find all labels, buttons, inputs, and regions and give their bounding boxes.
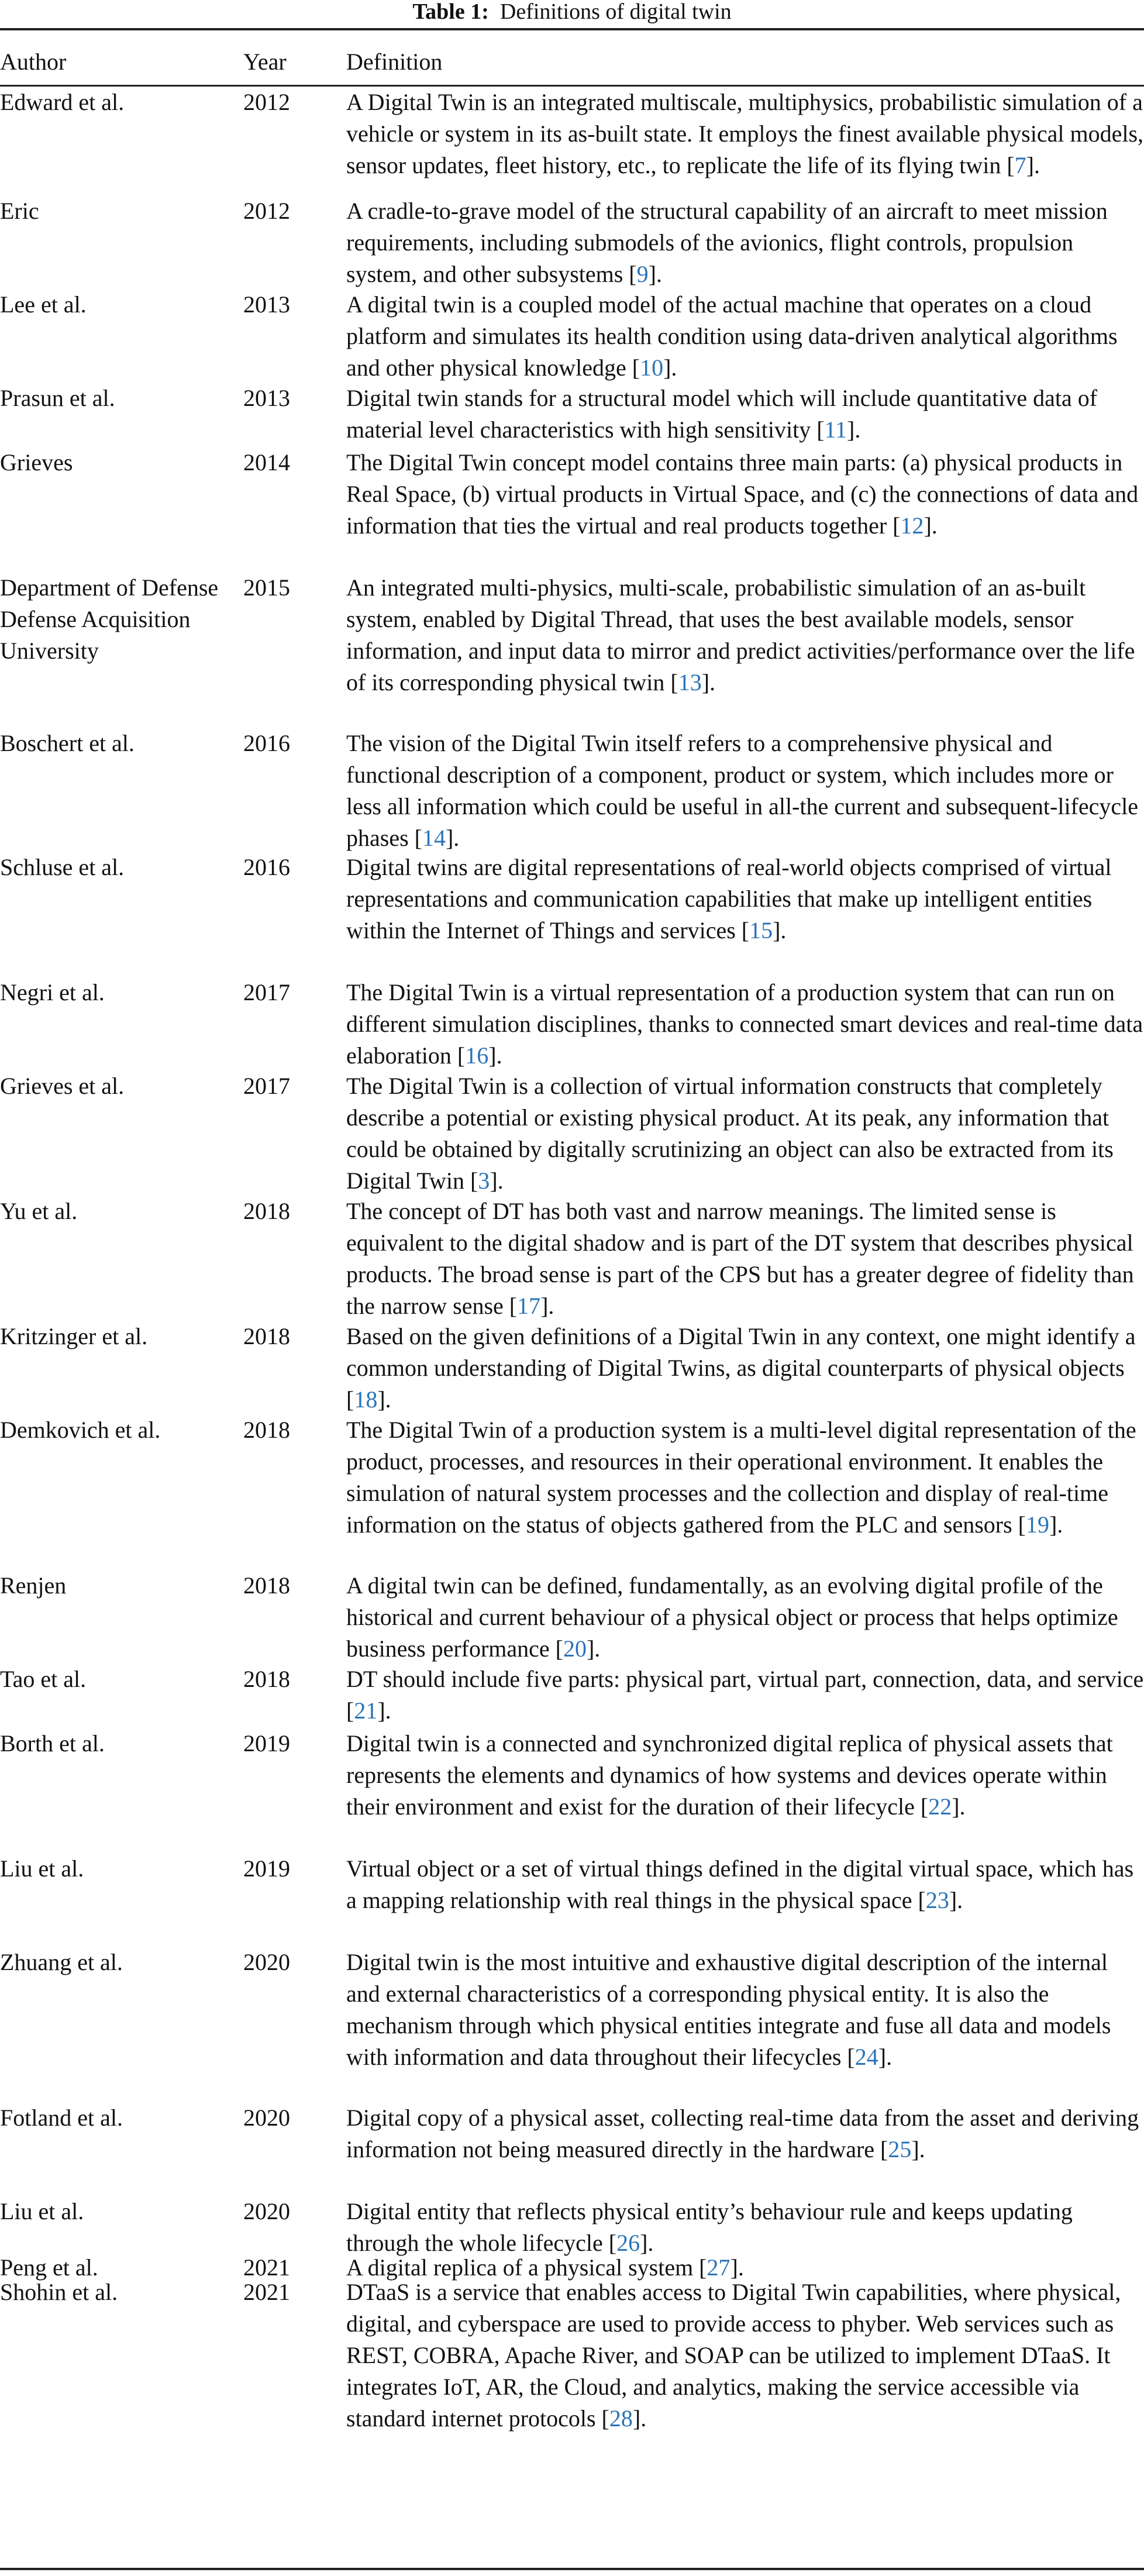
table-header-row bbox=[0, 30, 1144, 87]
citation-close: ]. bbox=[377, 1697, 391, 1724]
cell-author: Liu et al. bbox=[0, 1855, 84, 1882]
citation-link[interactable]: 14 bbox=[422, 825, 446, 851]
cell-author: Edward et al. bbox=[0, 89, 125, 115]
cell-year: 2018 bbox=[243, 1666, 290, 1692]
table-row bbox=[0, 1414, 1144, 1570]
cell-year: 2016 bbox=[243, 854, 290, 880]
citation-link[interactable]: 18 bbox=[354, 1386, 378, 1413]
definition-text: The Digital Twin of a production system is a multi-level digital representation of the product, processes, and resources in their operational environment. It enables the simulation of natural system processes and the collection and display of real-time information on the status of objects gathered from the PLC and sensors [ bbox=[346, 1417, 1136, 1538]
cell-definition bbox=[346, 447, 1144, 572]
citation-link[interactable]: 23 bbox=[925, 1887, 949, 1913]
definition-text: The vision of the Digital Twin itself refers to a comprehensive physical and functional description of a component, product or system, which includes more or less all information which could be useful in all-the current and subsequent-lifecycle phases [ bbox=[346, 730, 1139, 851]
definition-text: Digital entity that reflects physical entity’s behaviour rule and keeps updating through the whole lifecycle [ bbox=[346, 2198, 1073, 2256]
definition-text: The Digital Twin is a collection of virtual information constructs that completely describe a potential or existing physical product. At its peak, any information that could be obtained by digitally scrutinizing an object can also be extracted from its Digital Twin [ bbox=[346, 1073, 1114, 1194]
cell-definition bbox=[346, 2254, 1144, 2281]
header-definition: Definition bbox=[346, 49, 443, 75]
cell-definition bbox=[346, 1728, 1144, 1853]
cell-definition bbox=[346, 1853, 1144, 1947]
citation-close: ]. bbox=[632, 2405, 647, 2432]
table-row bbox=[0, 87, 1144, 195]
citation-close: ]. bbox=[878, 2044, 893, 2070]
definition-text: A digital twin can be defined, fundamentally, as an evolving digital profile of the historical and current behaviour of a physical object or process that helps optimize business performance [ bbox=[346, 1572, 1118, 1662]
cell-year: 2014 bbox=[243, 449, 290, 476]
table-body bbox=[0, 87, 1144, 2432]
cell-year: 2020 bbox=[243, 2105, 290, 2131]
cell-year: 2021 bbox=[243, 2279, 290, 2305]
cell-author: Schluse et al. bbox=[0, 854, 125, 880]
citation-close: ]. bbox=[445, 825, 460, 851]
cell-definition bbox=[346, 1196, 1144, 1321]
citation-link[interactable]: 12 bbox=[900, 512, 924, 539]
cell-author: Zhuang et al. bbox=[0, 1949, 123, 1975]
cell-year: 2012 bbox=[243, 89, 290, 115]
cell-definition bbox=[346, 195, 1144, 289]
cell-year: 2019 bbox=[243, 1855, 290, 1882]
definition-text: Virtual object or a set of virtual things defined in the digital virtual space, which has a mapping relationship with real things in the physical space [ bbox=[346, 1855, 1134, 1913]
citation-link[interactable]: 15 bbox=[749, 917, 773, 943]
definition-text: Digital copy of a physical asset, collecting real-time data from the asset and deriving information not being measured directly in the hardware [ bbox=[346, 2105, 1139, 2162]
citation-link[interactable]: 11 bbox=[824, 416, 847, 443]
citation-close: ]. bbox=[949, 1887, 963, 1913]
table-caption-label: Table 1: bbox=[412, 0, 489, 24]
table-row bbox=[0, 1570, 1144, 1664]
table-row bbox=[0, 2277, 1144, 2432]
cell-year: 2013 bbox=[243, 291, 290, 318]
cell-definition bbox=[346, 852, 1144, 977]
table-row bbox=[0, 1947, 1144, 2102]
citation-close: ]. bbox=[911, 2136, 925, 2162]
table-row bbox=[0, 2102, 1144, 2196]
cell-year: 2015 bbox=[243, 574, 290, 601]
table-caption bbox=[0, 0, 1144, 26]
citation-link[interactable]: 26 bbox=[616, 2230, 640, 2256]
definition-text: A cradle-to-grave model of the structural capability of an aircraft to meet mission requirements, including submodels of the avionics, flight controls, propulsion system, and other subsystems [ bbox=[346, 198, 1108, 287]
cell-definition bbox=[346, 383, 1144, 447]
table-row bbox=[0, 1196, 1144, 1321]
citation-link[interactable]: 16 bbox=[465, 1042, 489, 1069]
cell-definition bbox=[346, 1664, 1144, 1728]
citation-close: ]. bbox=[377, 1386, 391, 1413]
citation-link[interactable]: 25 bbox=[888, 2136, 912, 2162]
table-row bbox=[0, 1321, 1144, 1414]
cell-author: Boschert et al. bbox=[0, 730, 135, 756]
definition-text: Based on the given definitions of a Digital Twin in any context, one might identify a common understanding of Digital Twins, as digital counterparts of physical objects [ bbox=[346, 1323, 1136, 1413]
table-row bbox=[0, 1853, 1144, 1947]
cell-author: Eric bbox=[0, 198, 39, 224]
table-row bbox=[0, 195, 1144, 289]
cell-author: Lee et al. bbox=[0, 291, 87, 318]
citation-close: ]. bbox=[773, 917, 787, 943]
citation-link[interactable]: 27 bbox=[707, 2254, 730, 2281]
definitions-table bbox=[0, 28, 1144, 2570]
cell-year: 2020 bbox=[243, 1949, 290, 1975]
citation-link[interactable]: 13 bbox=[678, 669, 702, 695]
citation-close: ]. bbox=[730, 2254, 744, 2281]
cell-author: Department of Defense Defense Acquisition University bbox=[0, 574, 219, 664]
header-year: Year bbox=[243, 49, 287, 75]
cell-year: 2018 bbox=[243, 1323, 290, 1349]
citation-link[interactable]: 3 bbox=[478, 1168, 490, 1194]
citation-close: ]. bbox=[540, 1293, 554, 1319]
table-row bbox=[0, 1664, 1144, 1728]
definition-text: The concept of DT has both vast and narrow meanings. The limited sense is equivalent to the digital shadow and is part of the DT system that describes physical products. The broad sense is part of the CPS but has a greater degree of fidelity than the narrow sense [ bbox=[346, 1198, 1134, 1319]
definition-text: The Digital Twin is a virtual representation of a production system that can run on different simulation disciplines, thanks to connected smart devices and real-time data elaboration [ bbox=[346, 979, 1143, 1069]
cell-definition bbox=[346, 1414, 1144, 1570]
cell-definition bbox=[346, 289, 1144, 383]
cell-definition bbox=[346, 572, 1144, 728]
header-author: Author bbox=[0, 49, 67, 75]
table-row bbox=[0, 383, 1144, 447]
citation-close: ]. bbox=[648, 261, 662, 287]
table-row bbox=[0, 572, 1144, 728]
citation-close: ]. bbox=[490, 1168, 504, 1194]
cell-author: Demkovich et al. bbox=[0, 1417, 161, 1443]
table-caption-text: Definitions of digital twin bbox=[499, 0, 732, 24]
citation-link[interactable]: 21 bbox=[354, 1697, 378, 1724]
cell-author: Yu et al. bbox=[0, 1198, 78, 1224]
definition-text: A digital twin is a coupled model of the actual machine that operates on a cloud platform and simulates its health condition using data-driven analytical algorithms and other physical knowledge [ bbox=[346, 291, 1118, 381]
cell-year: 2018 bbox=[243, 1198, 290, 1224]
cell-year: 2013 bbox=[243, 385, 290, 411]
citation-link[interactable]: 17 bbox=[517, 1293, 541, 1319]
table-row bbox=[0, 977, 1144, 1070]
definition-text: DT should include five parts: physical part, virtual part, connection, data, and service [ bbox=[346, 1666, 1144, 1724]
definition-text: A digital replica of a physical system [ bbox=[346, 2254, 707, 2281]
definition-text: Digital twins are digital representations of real-world objects comprised of virtual representations and communication capabilities that make up intelligent entities within the Internet of Things and services [ bbox=[346, 854, 1112, 943]
cell-author: Borth et al. bbox=[0, 1730, 105, 1757]
definition-text: An integrated multi-physics, multi-scale, probabilistic simulation of an as-built system, enabled by Digital Thread, that uses the best available models, sensor information, and input data to mirror and predict activities/performance over the life of its corresponding physical twin [ bbox=[346, 574, 1135, 695]
cell-year: 2017 bbox=[243, 979, 290, 1005]
citation-close: ]. bbox=[640, 2230, 654, 2256]
cell-definition bbox=[346, 1570, 1144, 1664]
cell-author: Liu et al. bbox=[0, 2198, 84, 2224]
table-row bbox=[0, 728, 1144, 852]
table-row bbox=[0, 2254, 1144, 2281]
definition-text: Digital twin stands for a structural model which will include quantitative data of material level characteristics with high sensitivity [ bbox=[346, 385, 1098, 443]
cell-definition bbox=[346, 977, 1144, 1070]
cell-year: 2020 bbox=[243, 2198, 290, 2224]
cell-year: 2019 bbox=[243, 1730, 290, 1757]
citation-close: ]. bbox=[586, 1635, 601, 1662]
cell-author: Tao et al. bbox=[0, 1666, 87, 1692]
cell-year: 2012 bbox=[243, 198, 290, 224]
citation-link[interactable]: 19 bbox=[1025, 1511, 1049, 1538]
cell-author: Kritzinger et al. bbox=[0, 1323, 148, 1349]
table-row bbox=[0, 2196, 1144, 2260]
citation-link[interactable]: 20 bbox=[563, 1635, 587, 1662]
definition-text: Digital twin is a connected and synchronized digital replica of physical assets that represents the elements and dynamics of how systems and devices operate within their environment and exist for the duration of their lifecycle [ bbox=[346, 1730, 1113, 1820]
table-row bbox=[0, 1070, 1144, 1196]
cell-author: Fotland et al. bbox=[0, 2105, 123, 2131]
citation-link[interactable]: 24 bbox=[854, 2044, 878, 2070]
cell-definition bbox=[346, 1070, 1144, 1196]
cell-author: Peng et al. bbox=[0, 2254, 98, 2281]
citation-close: ]. bbox=[847, 416, 861, 443]
definition-text: A Digital Twin is an integrated multiscale, multiphysics, probabilistic simulation of a vehicle or system in its as-built state. It employs the finest available physical models, sensor updates, fleet history, etc., to replicate the life of its flying twin [ bbox=[346, 89, 1144, 178]
citation-close: ]. bbox=[1049, 1511, 1063, 1538]
citation-link[interactable]: 9 bbox=[636, 261, 649, 287]
cell-definition bbox=[346, 87, 1144, 195]
cell-definition bbox=[346, 1321, 1144, 1414]
table-row bbox=[0, 852, 1144, 977]
cell-year: 2018 bbox=[243, 1417, 290, 1443]
cell-author: Renjen bbox=[0, 1572, 67, 1599]
cell-definition bbox=[346, 728, 1144, 852]
citation-close: ]. bbox=[1026, 152, 1040, 178]
cell-year: 2017 bbox=[243, 1073, 290, 1099]
citation-close: ]. bbox=[952, 1793, 966, 1820]
cell-definition bbox=[346, 1947, 1144, 2102]
cell-author: Shohin et al. bbox=[0, 2279, 118, 2305]
table-row bbox=[0, 289, 1144, 383]
cell-definition bbox=[346, 2196, 1144, 2260]
cell-year: 2016 bbox=[243, 730, 290, 756]
cell-year: 2018 bbox=[243, 1572, 290, 1599]
table-row bbox=[0, 447, 1144, 572]
cell-definition bbox=[346, 2102, 1144, 2196]
cell-author: Grieves bbox=[0, 449, 73, 476]
cell-author: Negri et al. bbox=[0, 979, 105, 1005]
citation-close: ]. bbox=[663, 354, 677, 381]
definition-text: DTaaS is a service that enables access to Digital Twin capabilities, where physical, digital, and cyberspace are used to provide access to phyber. Web services such as REST, COBRA, Apache River, and SOAP can be utilized to implement DTaaS. It integrates IoT, AR, the Cloud, and analytics, making the service accessible via standard internet protocols [ bbox=[346, 2279, 1121, 2432]
cell-definition bbox=[346, 2277, 1144, 2432]
definition-text: The Digital Twin concept model contains three main parts: (a) physical products in Real Space, (b) virtual products in Virtual Space, and (c) the connections of data and information that ties the virtual and real products together [ bbox=[346, 449, 1139, 539]
citation-close: ]. bbox=[488, 1042, 502, 1069]
cell-author: Grieves et al. bbox=[0, 1073, 125, 1099]
citation-link[interactable]: 10 bbox=[640, 354, 664, 381]
citation-link[interactable]: 28 bbox=[609, 2405, 633, 2432]
citation-close: ]. bbox=[701, 669, 716, 695]
cell-author: Prasun et al. bbox=[0, 385, 115, 411]
cell-year: 2021 bbox=[243, 2254, 290, 2281]
citation-close: ]. bbox=[924, 512, 938, 539]
table-row bbox=[0, 1728, 1144, 1853]
definition-text: Digital twin is the most intuitive and exhaustive digital description of the internal and external characteristics of a corresponding physical entity. It is also the mechanism through which physical entities integrate and fuse all data and models with information and data throughout their lifecycles [ bbox=[346, 1949, 1111, 2070]
citation-link[interactable]: 7 bbox=[1014, 152, 1026, 178]
citation-link[interactable]: 22 bbox=[928, 1793, 952, 1820]
